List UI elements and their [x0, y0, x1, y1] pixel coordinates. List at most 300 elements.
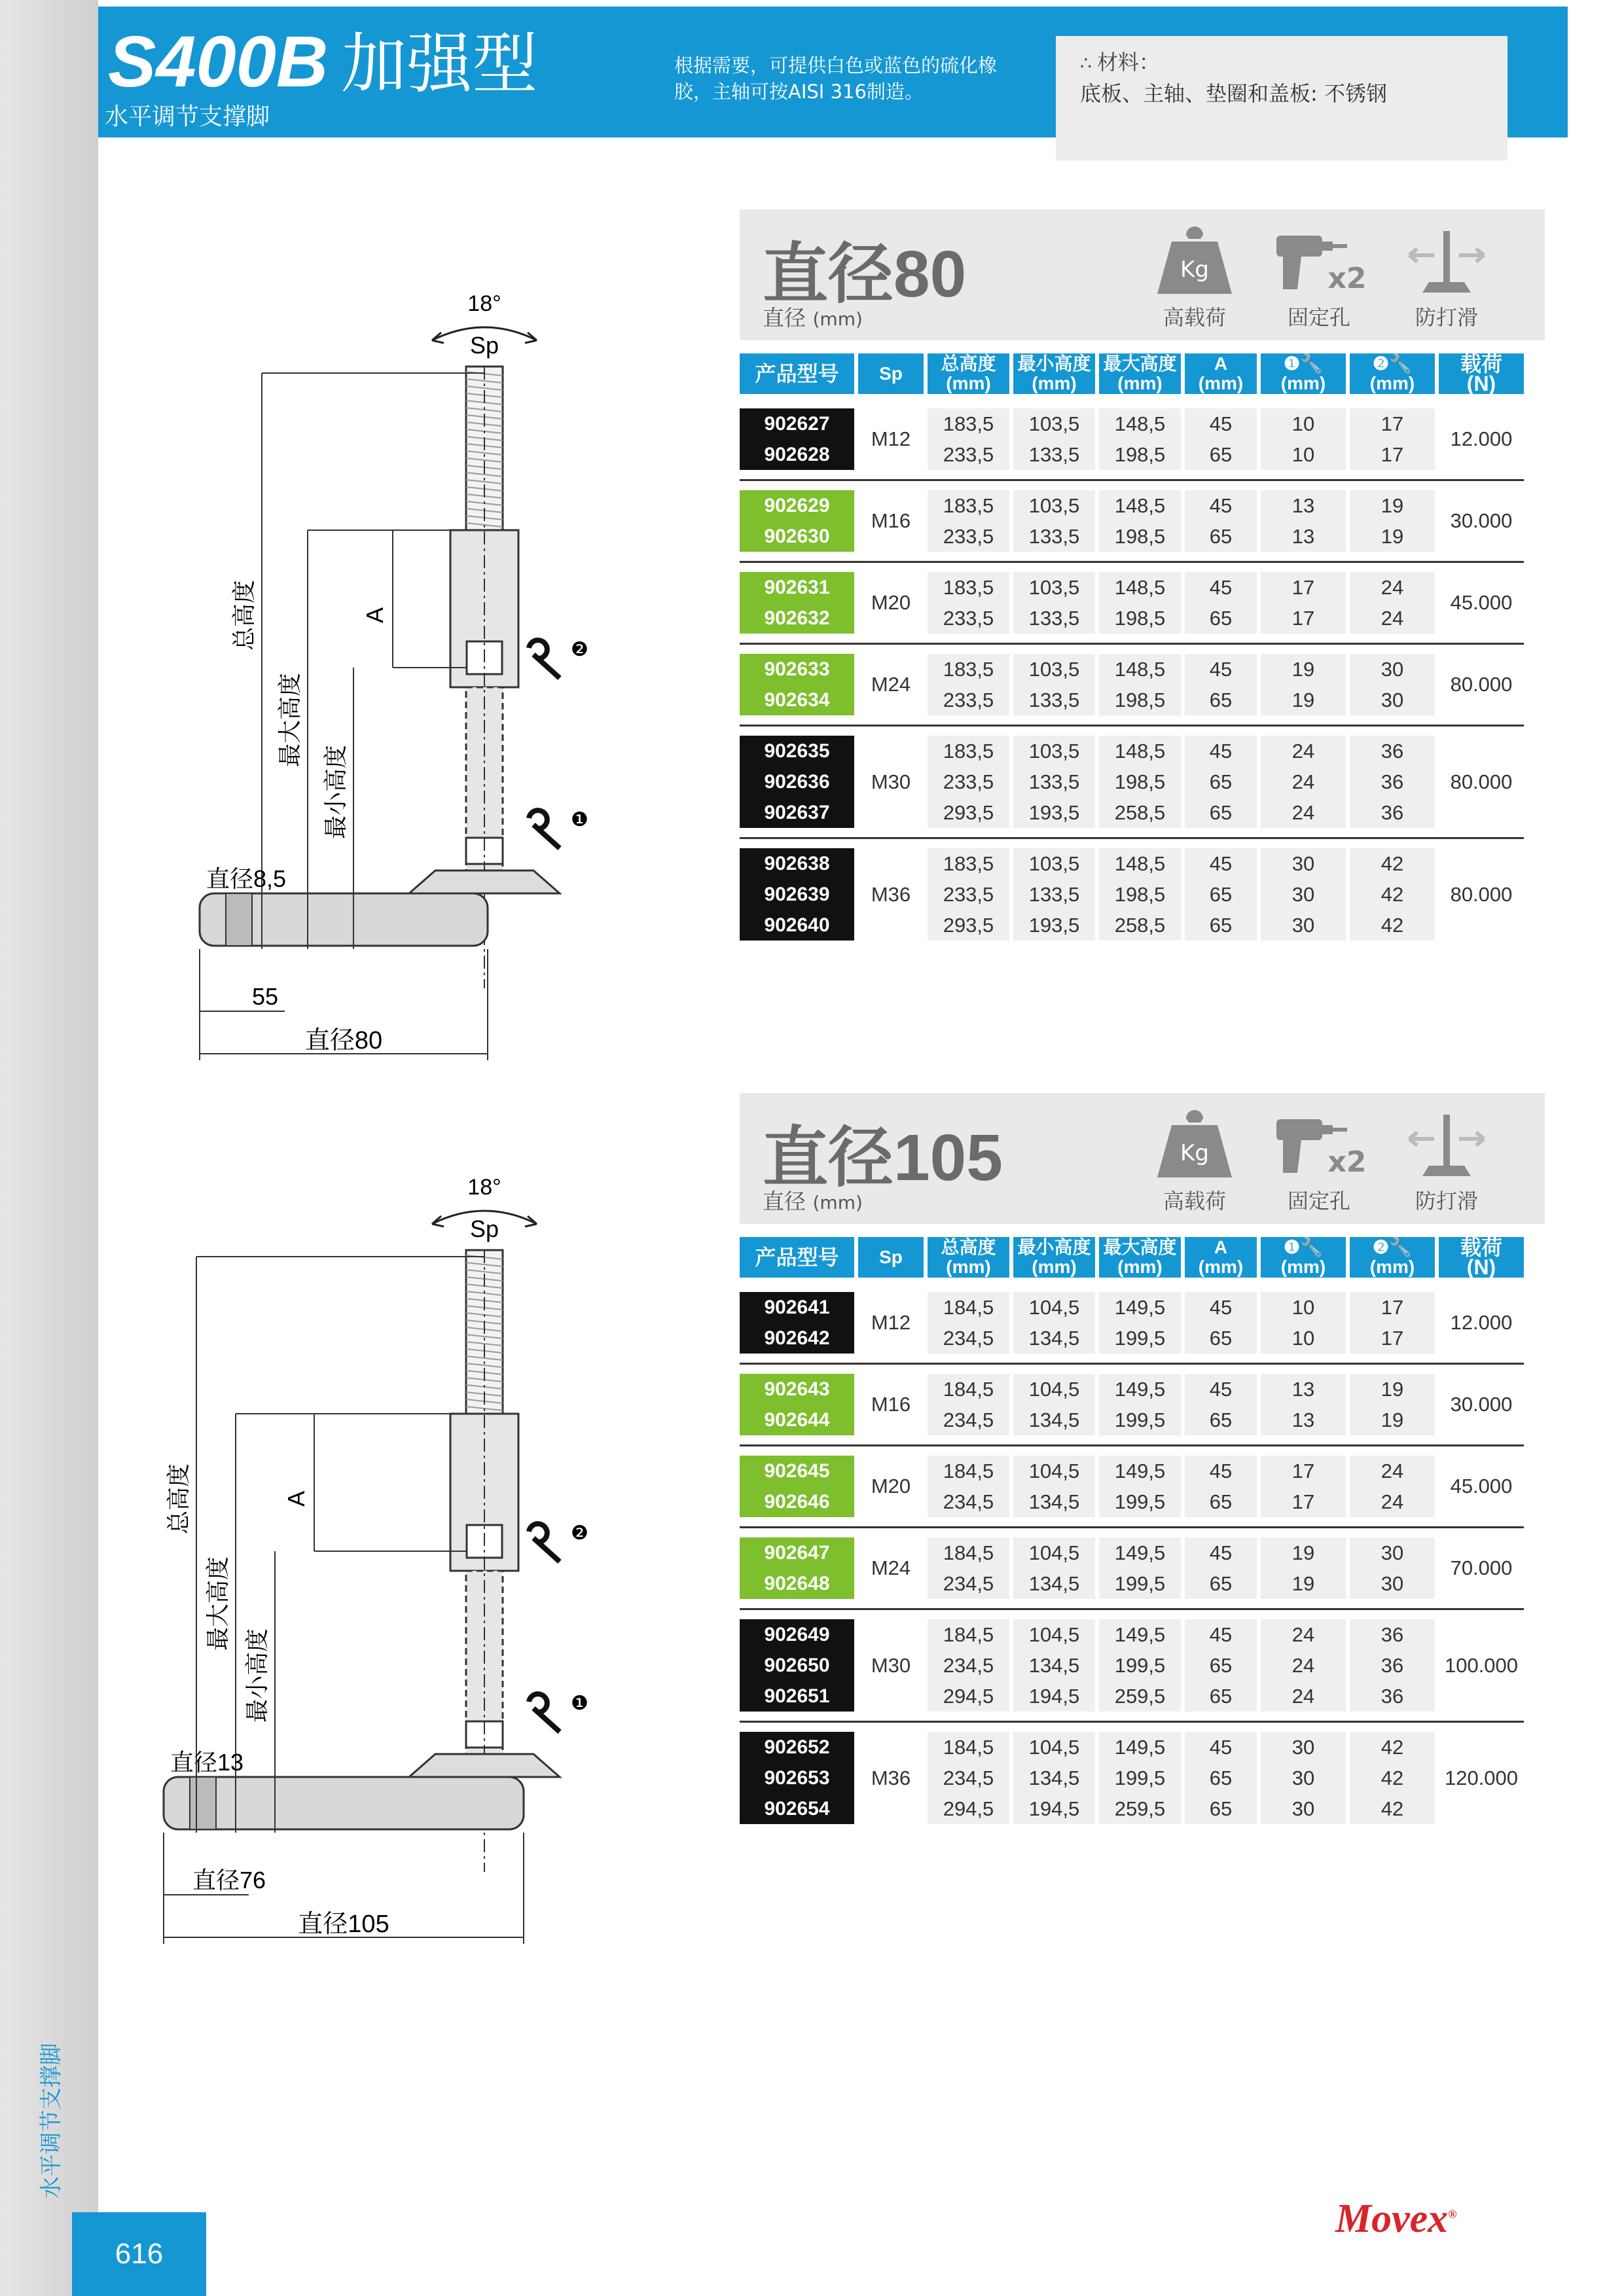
min-height: 103,5: [1013, 572, 1095, 603]
table-row: [740, 490, 1524, 521]
key2-size: 19: [1350, 1405, 1435, 1435]
feature-anti-slip: 防打滑: [1394, 223, 1499, 331]
feature-fixing-holes: x2 固定孔: [1267, 1106, 1371, 1215]
svg-text:Sp: Sp: [469, 332, 499, 359]
key2-size: 42: [1350, 879, 1435, 910]
total-height: 184,5: [928, 1732, 1009, 1763]
max-height: 148,5: [1099, 408, 1181, 439]
svg-text:最小高度: 最小高度: [322, 744, 349, 840]
key1-size: 30: [1261, 910, 1346, 941]
key2-size: 19: [1350, 521, 1435, 552]
key1-size: 10: [1261, 408, 1346, 439]
table-row: [740, 572, 1524, 603]
total-height: 233,5: [928, 521, 1009, 552]
svg-text:❶: ❶: [571, 809, 588, 831]
drill-icon: [1270, 1109, 1368, 1181]
section-subtitle: 直径 (mm): [763, 305, 863, 331]
load-value: 45.000: [1450, 591, 1513, 614]
key1-size: 24: [1261, 797, 1346, 828]
key1-size: 10: [1261, 439, 1346, 470]
min-height: 104,5: [1013, 1292, 1095, 1323]
feature-high-load: Kg 高载荷: [1142, 1106, 1247, 1215]
total-height: 233,5: [928, 879, 1009, 910]
material-title: ∴ 材料：: [1080, 50, 1160, 75]
key2-size: 42: [1350, 848, 1435, 879]
feature-anti-slip: 防打滑: [1394, 1106, 1499, 1215]
load-value: 80.000: [1450, 770, 1513, 793]
total-height: 184,5: [928, 1537, 1009, 1568]
product-code: 902646: [740, 1486, 854, 1517]
thread-size: M12: [871, 427, 911, 450]
product-code: 902652: [740, 1732, 854, 1763]
key1-size: 19: [1261, 1568, 1346, 1599]
total-height: 183,5: [928, 490, 1009, 521]
material-icon: ∴: [1080, 52, 1092, 74]
min-height: 134,5: [1013, 1650, 1095, 1681]
table-row: [740, 603, 1524, 634]
total-height: 233,5: [928, 685, 1009, 715]
svg-text:Kg: Kg: [1180, 257, 1209, 283]
max-height: 148,5: [1099, 572, 1181, 603]
max-height: 148,5: [1099, 848, 1181, 879]
min-height: 133,5: [1013, 521, 1095, 552]
load-value: 100.000: [1444, 1653, 1519, 1677]
dim-a: 65: [1185, 603, 1257, 634]
product-code: 902628: [740, 439, 854, 470]
max-height: 199,5: [1099, 1763, 1181, 1793]
col-total: 总高度 (mm): [928, 1237, 1009, 1278]
max-height: 198,5: [1099, 521, 1181, 552]
product-code: 902648: [740, 1568, 854, 1599]
min-height: 193,5: [1013, 910, 1095, 941]
min-height: 133,5: [1013, 685, 1095, 715]
table-row: [740, 521, 1524, 552]
max-height: 199,5: [1099, 1486, 1181, 1517]
key1-size: 30: [1261, 1732, 1346, 1763]
dim-a: 65: [1185, 910, 1257, 941]
dim-a: 65: [1185, 766, 1257, 797]
col-min: 最小高度 (mm): [1013, 1237, 1095, 1278]
key1-size: 17: [1261, 603, 1346, 634]
table-row: [740, 685, 1524, 715]
max-height: 198,5: [1099, 603, 1181, 634]
max-height: 198,5: [1099, 439, 1181, 470]
col-sp: Sp: [858, 1237, 924, 1278]
min-height: 134,5: [1013, 1763, 1095, 1793]
table-row: [740, 654, 1524, 685]
header-note: 根据需要，可提供白色或蓝色的硫化橡胶，主轴可按AISI 316制造。: [674, 54, 998, 103]
table-row: [740, 797, 1524, 828]
wrench-icon: 🔧: [1300, 353, 1323, 374]
svg-text:Kg: Kg: [1180, 1140, 1209, 1166]
key2-size: 30: [1350, 1568, 1435, 1599]
key2-size: 42: [1350, 910, 1435, 941]
key2-size: 42: [1350, 1793, 1435, 1824]
min-height: 133,5: [1013, 879, 1095, 910]
product-code: 902640: [740, 910, 854, 941]
min-height: 134,5: [1013, 1568, 1095, 1599]
table-row: [740, 1568, 1524, 1599]
min-height: 194,5: [1013, 1793, 1095, 1824]
svg-text:55: 55: [251, 983, 279, 1010]
key2-size: 19: [1350, 1374, 1435, 1405]
min-height: 134,5: [1013, 1405, 1095, 1435]
table-row: [740, 1619, 1524, 1650]
dim-a: 65: [1185, 1681, 1257, 1712]
product-code: 902637: [740, 797, 854, 828]
product-code: 902633: [740, 654, 854, 685]
dim-a: 65: [1185, 1650, 1257, 1681]
product-section: [0, 209, 1624, 1054]
max-height: 149,5: [1099, 1537, 1181, 1568]
wrench-icon: [529, 640, 560, 678]
col-key2: ❷🔧 (mm): [1350, 353, 1435, 394]
product-code: 902632: [740, 603, 854, 634]
table-row: [740, 1374, 1524, 1405]
table-row: [740, 766, 1524, 797]
total-height: 183,5: [928, 736, 1009, 766]
col-code: 产品型号: [740, 353, 854, 394]
min-height: 104,5: [1013, 1456, 1095, 1486]
key1-size: 10: [1261, 1323, 1346, 1354]
table-row: [740, 408, 1524, 439]
dim-a: 45: [1185, 490, 1257, 521]
total-height: 293,5: [928, 797, 1009, 828]
product-code: 902643: [740, 1374, 854, 1405]
key2-size: 24: [1350, 1456, 1435, 1486]
svg-text:最大高度: 最大高度: [276, 672, 303, 768]
product-code: 902631: [740, 572, 854, 603]
max-height: 149,5: [1099, 1732, 1181, 1763]
key1-size: 19: [1261, 685, 1346, 715]
col-a: A (mm): [1185, 353, 1257, 394]
min-height: 134,5: [1013, 1486, 1095, 1517]
table-row: [740, 910, 1524, 941]
min-height: 133,5: [1013, 766, 1095, 797]
weight-icon: [1152, 1109, 1237, 1181]
table-row: [740, 439, 1524, 470]
product-code: 902635: [740, 736, 854, 766]
min-height: 104,5: [1013, 1732, 1095, 1763]
table-row: [740, 1456, 1524, 1486]
dim-a: 65: [1185, 1405, 1257, 1435]
svg-text:最小高度: 最小高度: [244, 1628, 270, 1723]
total-height: 233,5: [928, 766, 1009, 797]
dim-a: 45: [1185, 1292, 1257, 1323]
thread-size: M24: [871, 673, 911, 696]
table-row: [740, 1793, 1524, 1824]
svg-text:总高度: 总高度: [165, 1463, 192, 1535]
col-max: 最大高度 (mm): [1099, 353, 1181, 394]
key1-size: 17: [1261, 1486, 1346, 1517]
min-height: 103,5: [1013, 848, 1095, 879]
dim-a: 65: [1185, 1763, 1257, 1793]
col-load: 载荷 (N): [1439, 353, 1524, 394]
svg-text:直径105: 直径105: [298, 1910, 389, 1938]
key1-size: 24: [1261, 766, 1346, 797]
key1-size: 13: [1261, 1374, 1346, 1405]
max-height: 259,5: [1099, 1793, 1181, 1824]
load-value: 12.000: [1450, 427, 1513, 450]
min-height: 133,5: [1013, 439, 1095, 470]
product-code: 902634: [740, 685, 854, 715]
dim-a: 45: [1185, 1732, 1257, 1763]
wrench-icon: 🔧: [1389, 353, 1412, 374]
product-code: 902636: [740, 766, 854, 797]
svg-text:x2: x2: [1327, 1145, 1367, 1179]
col-a: A (mm): [1185, 1237, 1257, 1278]
product-code: 902650: [740, 1650, 854, 1681]
min-height: 103,5: [1013, 654, 1095, 685]
product-code: 902629: [740, 490, 854, 521]
svg-text:直径76: 直径76: [192, 1867, 266, 1893]
key2-size: 36: [1350, 736, 1435, 766]
load-value: 12.000: [1450, 1311, 1513, 1334]
dim-a: 65: [1185, 797, 1257, 828]
dim-a: 45: [1185, 1374, 1257, 1405]
total-height: 234,5: [928, 1650, 1009, 1681]
col-key1: ❶🔧 (mm): [1261, 1237, 1346, 1278]
key2-size: 42: [1350, 1732, 1435, 1763]
brand-logo: Movex®: [1335, 2197, 1457, 2241]
thread-size: M20: [871, 591, 911, 614]
key2-size: 36: [1350, 1619, 1435, 1650]
total-height: 233,5: [928, 439, 1009, 470]
total-height: 184,5: [928, 1374, 1009, 1405]
key1-size: 24: [1261, 1619, 1346, 1650]
dimension-drawing: [0, 249, 628, 1054]
svg-text:❷: ❷: [571, 639, 588, 660]
min-height: 103,5: [1013, 490, 1095, 521]
wrench-icon: [529, 810, 560, 848]
table-row: [740, 1323, 1524, 1354]
product-code: 902651: [740, 1681, 854, 1712]
total-height: 183,5: [928, 654, 1009, 685]
min-height: 104,5: [1013, 1619, 1095, 1650]
wrench-icon: 🔧: [1300, 1237, 1323, 1257]
min-height: 103,5: [1013, 736, 1095, 766]
col-min: 最小高度 (mm): [1013, 353, 1095, 394]
total-height: 293,5: [928, 910, 1009, 941]
svg-text:直径80: 直径80: [304, 1027, 383, 1054]
dim-a: 45: [1185, 654, 1257, 685]
max-height: 148,5: [1099, 490, 1181, 521]
key2-size: 36: [1350, 766, 1435, 797]
dim-a: 65: [1185, 685, 1257, 715]
product-code: 902645: [740, 1456, 854, 1486]
sidebar-label: 水平调节支撑脚: [38, 2043, 65, 2198]
thread-size: M36: [871, 882, 911, 906]
dim-a: 65: [1185, 1486, 1257, 1517]
thread-size: M36: [871, 1766, 911, 1789]
total-height: 184,5: [928, 1292, 1009, 1323]
product-code: 902642: [740, 1323, 854, 1354]
key2-size: 24: [1350, 572, 1435, 603]
key1-size: 19: [1261, 1537, 1346, 1568]
thread-size: M20: [871, 1475, 911, 1498]
total-height: 184,5: [928, 1456, 1009, 1486]
total-height: 183,5: [928, 408, 1009, 439]
product-code: 902638: [740, 848, 854, 879]
key2-size: 17: [1350, 1323, 1435, 1354]
total-height: 183,5: [928, 848, 1009, 879]
svg-text:x2: x2: [1327, 262, 1367, 295]
col-key2: ❷🔧 (mm): [1350, 1237, 1435, 1278]
key1-size: 24: [1261, 736, 1346, 766]
thread-size: M16: [871, 1393, 911, 1416]
max-height: 149,5: [1099, 1619, 1181, 1650]
product-code: 902653: [740, 1763, 854, 1793]
product-code: 902641: [740, 1292, 854, 1323]
svg-text:A: A: [361, 607, 388, 624]
dim-a: 45: [1185, 572, 1257, 603]
page-number: 616: [72, 2212, 206, 2296]
key2-size: 42: [1350, 1763, 1435, 1793]
key1-size: 10: [1261, 1292, 1346, 1323]
key2-size: 24: [1350, 1486, 1435, 1517]
table-row: [740, 1681, 1524, 1712]
page-title: S400B 加强型: [108, 22, 538, 102]
table-row: [740, 1732, 1524, 1763]
weight-icon: [1152, 226, 1237, 298]
max-height: 258,5: [1099, 797, 1181, 828]
wrench-icon: 🔧: [1389, 1237, 1412, 1257]
key2-size: 36: [1350, 797, 1435, 828]
table-row: [740, 879, 1524, 910]
key1-size: 13: [1261, 521, 1346, 552]
total-height: 233,5: [928, 603, 1009, 634]
wrench-icon: [529, 1524, 560, 1562]
total-height: 294,5: [928, 1793, 1009, 1824]
spec-table: [736, 1237, 1528, 1824]
thread-size: M12: [871, 1311, 911, 1334]
svg-text:❷: ❷: [571, 1522, 588, 1544]
key2-size: 19: [1350, 490, 1435, 521]
load-value: 80.000: [1450, 882, 1513, 906]
thread-size: M16: [871, 509, 911, 532]
key1-size: 24: [1261, 1650, 1346, 1681]
dim-a: 45: [1185, 848, 1257, 879]
key2-size: 30: [1350, 685, 1435, 715]
feature-high-load: Kg 高载荷: [1142, 223, 1247, 331]
key2-size: 17: [1350, 1292, 1435, 1323]
dim-a: 65: [1185, 1568, 1257, 1599]
svg-text:总高度: 总高度: [230, 579, 257, 651]
table-row: [740, 848, 1524, 879]
load-value: 30.000: [1450, 509, 1513, 532]
key2-size: 30: [1350, 1537, 1435, 1568]
total-height: 294,5: [928, 1681, 1009, 1712]
load-value: 45.000: [1450, 1475, 1513, 1498]
load-value: 30.000: [1450, 1393, 1513, 1416]
total-height: 234,5: [928, 1568, 1009, 1599]
min-height: 193,5: [1013, 797, 1095, 828]
max-height: 198,5: [1099, 766, 1181, 797]
key1-size: 30: [1261, 1763, 1346, 1793]
svg-text:最大高度: 最大高度: [204, 1556, 231, 1651]
thread-size: M30: [871, 770, 911, 793]
total-height: 234,5: [928, 1405, 1009, 1435]
table-row: [740, 1486, 1524, 1517]
min-height: 134,5: [1013, 1323, 1095, 1354]
max-height: 199,5: [1099, 1405, 1181, 1435]
col-total: 总高度 (mm): [928, 353, 1009, 394]
wrench-icon: [529, 1694, 560, 1732]
dim-a: 65: [1185, 521, 1257, 552]
total-height: 183,5: [928, 572, 1009, 603]
col-max: 最大高度 (mm): [1099, 1237, 1181, 1278]
max-height: 148,5: [1099, 736, 1181, 766]
key1-size: 24: [1261, 1681, 1346, 1712]
anti-slip-icon: [1404, 226, 1489, 298]
max-height: 259,5: [1099, 1681, 1181, 1712]
key1-size: 17: [1261, 1456, 1346, 1486]
svg-text:18°: 18°: [467, 291, 501, 316]
product-code: 902630: [740, 521, 854, 552]
product-code: 902649: [740, 1619, 854, 1650]
key1-size: 19: [1261, 654, 1346, 685]
min-height: 104,5: [1013, 1537, 1095, 1568]
product-code: 902627: [740, 408, 854, 439]
total-height: 234,5: [928, 1763, 1009, 1793]
max-height: 149,5: [1099, 1374, 1181, 1405]
svg-text:直径8,5: 直径8,5: [206, 865, 287, 892]
dimension-drawing: [0, 1132, 628, 1938]
max-height: 199,5: [1099, 1568, 1181, 1599]
min-height: 133,5: [1013, 603, 1095, 634]
max-height: 149,5: [1099, 1456, 1181, 1486]
feature-fixing-holes: x2 固定孔: [1267, 223, 1371, 331]
load-value: 70.000: [1450, 1556, 1513, 1579]
product-code: 902647: [740, 1537, 854, 1568]
dim-a: 65: [1185, 1793, 1257, 1824]
svg-text:A: A: [283, 1490, 310, 1507]
key2-size: 17: [1350, 439, 1435, 470]
thread-size: M24: [871, 1556, 911, 1579]
spec-table: [736, 353, 1528, 941]
load-value: 120.000: [1444, 1766, 1519, 1789]
dim-a: 45: [1185, 1537, 1257, 1568]
drill-icon: [1270, 226, 1368, 298]
product-code: 902644: [740, 1405, 854, 1435]
dim-a: 45: [1185, 408, 1257, 439]
product-code: 902639: [740, 879, 854, 910]
max-height: 199,5: [1099, 1323, 1181, 1354]
page-subtitle: 水平调节支撑脚: [105, 103, 270, 130]
key2-size: 36: [1350, 1681, 1435, 1712]
max-height: 148,5: [1099, 654, 1181, 685]
max-height: 198,5: [1099, 879, 1181, 910]
table-row: [740, 1292, 1524, 1323]
total-height: 234,5: [928, 1486, 1009, 1517]
col-load: 载荷 (N): [1439, 1237, 1524, 1278]
key1-size: 17: [1261, 572, 1346, 603]
max-height: 258,5: [1099, 910, 1181, 941]
key1-size: 30: [1261, 879, 1346, 910]
svg-text:❶: ❶: [571, 1693, 588, 1714]
product-section: [0, 1093, 1624, 1938]
max-height: 199,5: [1099, 1650, 1181, 1681]
col-sp: Sp: [858, 353, 924, 394]
load-value: 80.000: [1450, 673, 1513, 696]
dim-a: 45: [1185, 1619, 1257, 1650]
max-height: 149,5: [1099, 1292, 1181, 1323]
product-code: 902654: [740, 1793, 854, 1824]
anti-slip-icon: [1404, 1109, 1489, 1181]
key2-size: 36: [1350, 1650, 1435, 1681]
min-height: 103,5: [1013, 408, 1095, 439]
col-code: 产品型号: [740, 1237, 854, 1278]
